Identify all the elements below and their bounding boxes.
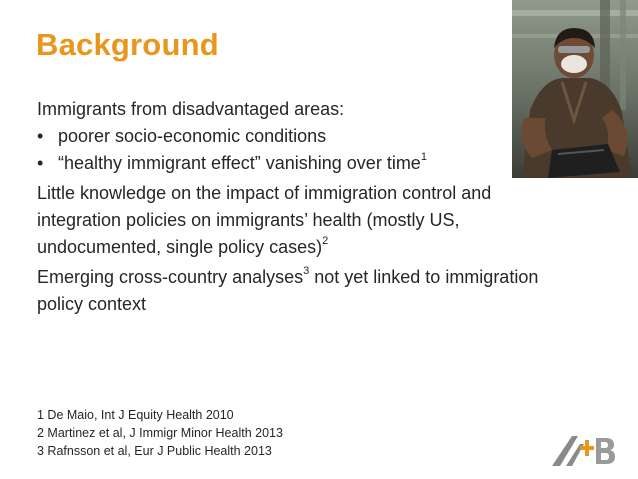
footnote-marker: 2 (322, 235, 329, 247)
reference-item: 2 Martinez et al, J Immigr Minor Health 2013 (37, 426, 283, 440)
paragraph-knowledge: Little knowledge on the impact of immigration control and integration policies on immigrants’ health (mostly US, undocumented, single policy cases)$^2$ (37, 183, 492, 257)
footnote-marker: 3 (303, 265, 310, 277)
bullet-item (37, 123, 557, 150)
slide-title: Background (36, 27, 219, 62)
bullet-dot: • (37, 153, 44, 173)
references (37, 406, 283, 460)
paragraph-emerging: Emerging cross-country analyses$^3$ not yet linked to immigration policy context (37, 265, 539, 314)
brand-logo (550, 432, 616, 468)
bullet-text: “healthy immigrant effect” vanishing over time$^1$ (58, 151, 427, 173)
reference-item: 3 Rafnsson et al, Eur J Public Health 2013 (37, 444, 272, 458)
intro-text: Immigrants from disadvantaged areas: (37, 99, 345, 119)
bullet-text: poorer socio-economic conditions (58, 126, 327, 146)
footnote-marker: 1 (420, 151, 427, 163)
bullet-item (37, 150, 557, 177)
body-text (37, 96, 557, 318)
bullet-dot: • (37, 126, 44, 146)
reference-item: 1 De Maio, Int J Equity Health 2010 (37, 408, 234, 422)
